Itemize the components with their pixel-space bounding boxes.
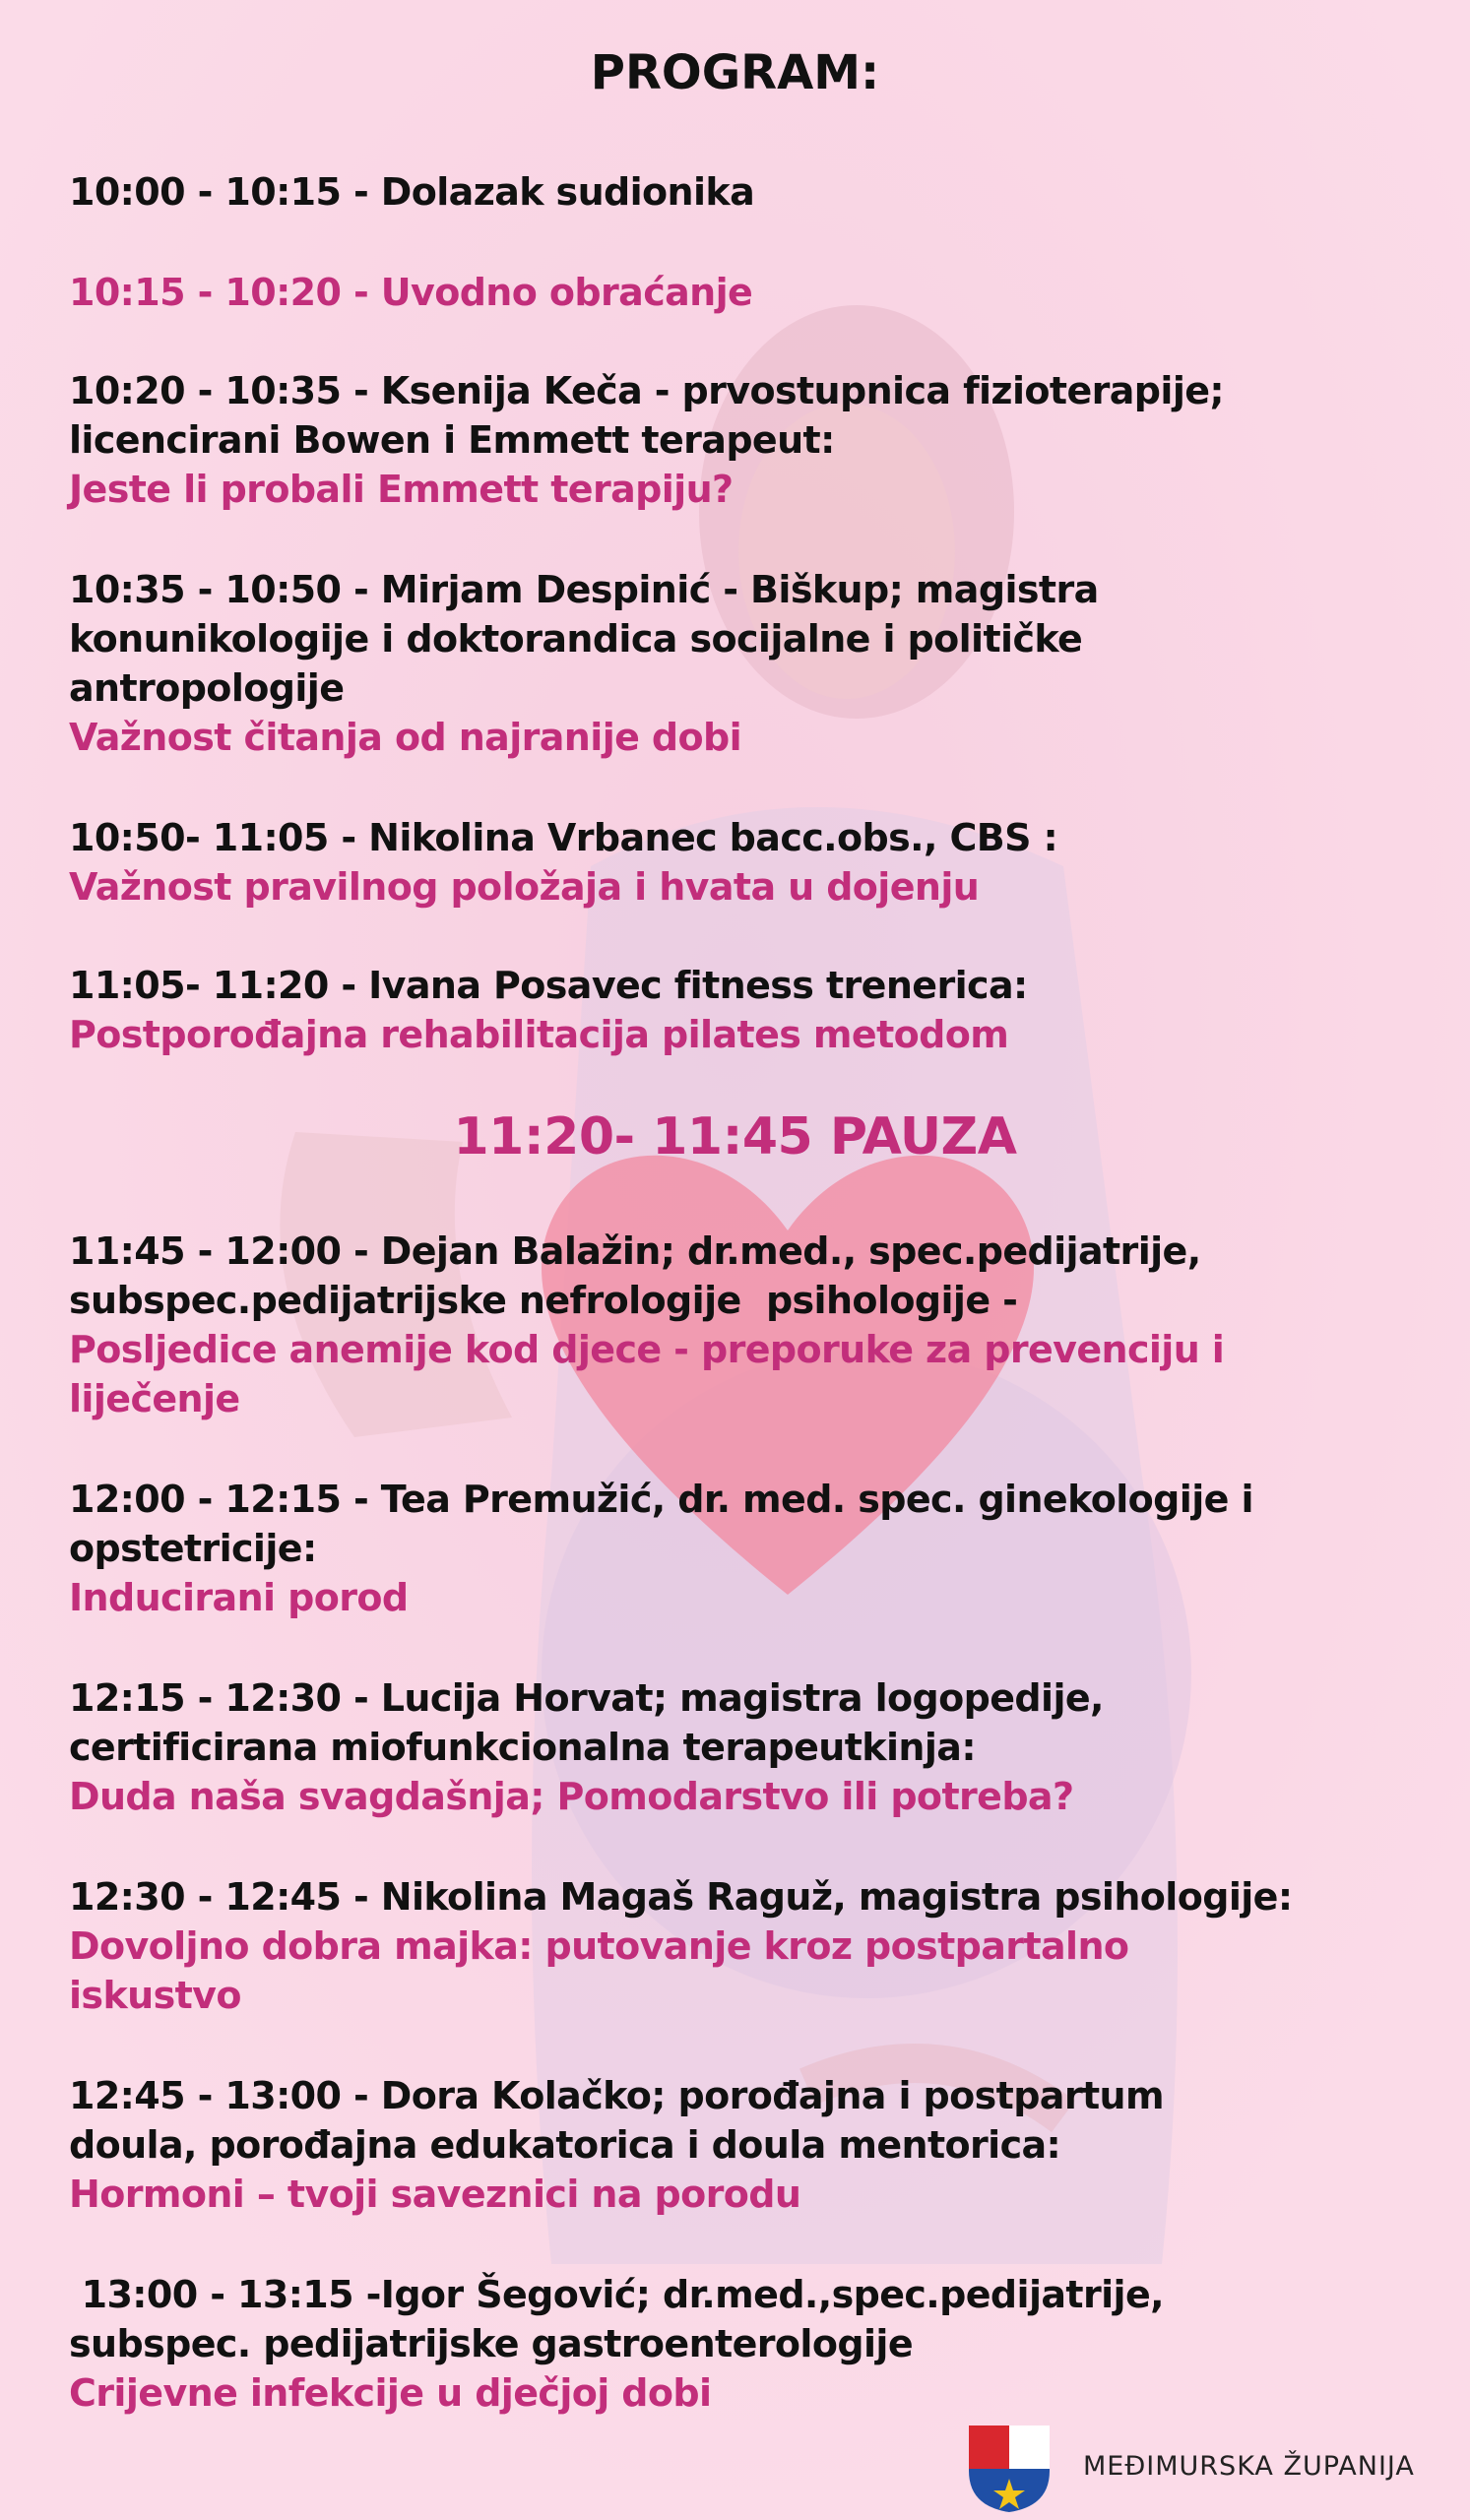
entry-topic-line: Važnost pravilnog položaja i hvata u dojenju xyxy=(69,865,980,909)
entry-speaker-line: doula, porođajna edukatorica i doula mentorica: xyxy=(69,2123,1061,2167)
entry-speaker-line: 10:35 - 10:50 - Mirjam Despinić - Biškup; magistra xyxy=(69,568,1099,611)
entry-topic-line: liječenje xyxy=(69,1377,240,1420)
entry-speaker-line: 12:30 - 12:45 - Nikolina Magaš Raguž, magistra psihologije: xyxy=(69,1875,1293,1919)
entry-speaker-line: certificirana miofunkcionalna terapeutkinja: xyxy=(69,1726,976,1769)
program-entry xyxy=(69,2071,1438,2219)
entry-speaker-line: konunikologije i doktorandica socijalne i političke xyxy=(69,617,1083,661)
page-title: PROGRAM: xyxy=(590,45,880,100)
program-entry xyxy=(69,1475,1438,1622)
entry-topic-line: iskustvo xyxy=(69,1974,241,2017)
entry-speaker-line: 11:05- 11:20 - Ivana Posavec fitness trenerica: xyxy=(69,964,1028,1007)
organization-name: MEĐIMURSKA ŽUPANIJA xyxy=(1083,2451,1415,2482)
program-entry xyxy=(69,167,1438,217)
entry-speaker-line: opstetricije: xyxy=(69,1527,317,1570)
entry-topic-line: Dovoljno dobra majka: putovanje kroz postpartalno xyxy=(69,1924,1129,1968)
entry-topic-line: 10:15 - 10:20 - Uvodno obraćanje xyxy=(69,271,753,314)
pause-heading: 11:20- 11:45 PAUZA xyxy=(453,1107,1017,1166)
entry-speaker-line: 12:00 - 12:15 - Tea Premužić, dr. med. spec. ginekologije i xyxy=(69,1478,1253,1521)
entry-speaker-line: licencirani Bowen i Emmett terapeut: xyxy=(69,418,835,462)
entry-topic-line: Inducirani porod xyxy=(69,1576,409,1619)
entry-topic-line: Crijevne infekcije u dječjoj dobi xyxy=(69,2371,712,2415)
program-entry xyxy=(69,1227,1438,1423)
program-entry xyxy=(69,2270,1438,2418)
entry-topic-line: Važnost čitanja od najranije dobi xyxy=(69,716,742,759)
entry-speaker-line: 10:00 - 10:15 - Dolazak sudionika xyxy=(69,170,755,214)
program-entry xyxy=(69,813,1438,912)
program-entry xyxy=(69,961,1438,1059)
entry-topic-line: Hormoni – tvoji saveznici na porodu xyxy=(69,2173,801,2216)
program-entry xyxy=(69,366,1438,514)
program-entry xyxy=(69,268,1438,317)
entry-topic-line: Duda naša svagdašnja; Pomodarstvo ili potreba? xyxy=(69,1775,1074,1818)
program-entry xyxy=(69,1872,1438,2020)
entry-speaker-line: 10:50- 11:05 - Nikolina Vrbanec bacc.obs., CBS : xyxy=(69,816,1058,859)
entry-speaker-line: 13:00 - 13:15 -Igor Šegović; dr.med.,spec.pedijatrije, xyxy=(69,2273,1164,2316)
entry-topic-line: Jeste li probali Emmett terapiju? xyxy=(69,468,734,511)
program-entry xyxy=(69,565,1438,762)
county-crest-icon xyxy=(967,2424,1052,2514)
entry-speaker-line: antropologije xyxy=(69,666,345,710)
program-entry xyxy=(69,1673,1438,1821)
entry-speaker-line: subspec.pedijatrijske nefrologije psihologije - xyxy=(69,1279,1018,1322)
entry-topic-line: Postporođajna rehabilitacija pilates metodom xyxy=(69,1013,1009,1056)
entry-topic-line: Posljedice anemije kod djece - preporuke za prevenciju i xyxy=(69,1328,1225,1371)
entry-speaker-line: 12:15 - 12:30 - Lucija Horvat; magistra logopedije, xyxy=(69,1676,1104,1720)
entry-speaker-line: 12:45 - 13:00 - Dora Kolačko; porođajna i postpartum xyxy=(69,2074,1164,2117)
entry-speaker-line: subspec. pedijatrijske gastroenterologije xyxy=(69,2322,913,2365)
entry-speaker-line: 11:45 - 12:00 - Dejan Balažin; dr.med., spec.pedijatrije, xyxy=(69,1229,1201,1273)
entry-speaker-line: 10:20 - 10:35 - Ksenija Keča - prvostupnica fizioterapije; xyxy=(69,369,1225,412)
